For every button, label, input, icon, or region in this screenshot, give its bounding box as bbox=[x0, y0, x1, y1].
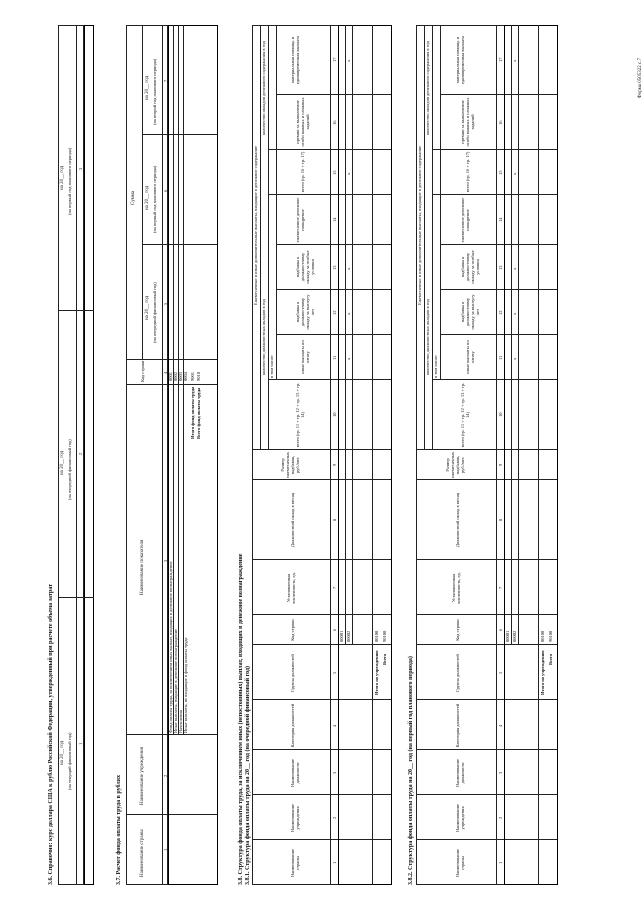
fot-row-4-code: 0004 bbox=[183, 372, 188, 381]
t2-h-pos: Наименование должности bbox=[455, 758, 465, 788]
t1-x-2: x bbox=[346, 312, 351, 315]
t1-h-c12: надбавка к должностному окладу за выслугу лет bbox=[295, 294, 315, 330]
fot-row-2: Иные выплаты, входящие в денежное вознаграждение bbox=[173, 628, 178, 733]
fot-h-y3: на 20__ год bbox=[145, 75, 150, 100]
t1-h-t2: всего (гр. 16 + гр. 17) bbox=[300, 151, 305, 193]
t2-h-country: Наименование страны bbox=[455, 848, 465, 878]
t1-h-incl: в том числе: bbox=[269, 354, 274, 378]
t2-h-total: всего (гр. 11 + гр. 12 + гр. 13 + гр. 14) bbox=[460, 382, 470, 448]
t1-num-7: 7 bbox=[332, 586, 337, 589]
fot-h-inst: Наименование учреждения bbox=[140, 746, 145, 805]
fot-total-2-code: 9010 bbox=[196, 372, 201, 381]
t2-grand-code: 90100 bbox=[548, 630, 553, 642]
t1-num-10: 10 bbox=[332, 412, 337, 417]
fot-total-2: Всего фонд оплаты труда bbox=[196, 387, 201, 439]
t1-h-pos: Наименование должности bbox=[290, 758, 300, 788]
t2-grand: Всего bbox=[548, 653, 553, 665]
t2-code-2: 00002 bbox=[512, 630, 517, 642]
t1-code-2: 00002 bbox=[346, 630, 351, 642]
t2-x-3: x bbox=[512, 267, 517, 270]
t1-subtotal-code: 00100 bbox=[374, 630, 379, 642]
t1-num-2: 2 bbox=[332, 816, 337, 819]
t1-h-total: всего (гр. 11 + гр. 12 + гр. 13 + гр. 14) bbox=[295, 382, 305, 448]
fot-body bbox=[168, 25, 218, 885]
fot-num-6: 6 bbox=[163, 189, 168, 192]
t1-x-3: x bbox=[346, 267, 351, 270]
fot-total-1-code: 9001 bbox=[190, 372, 195, 381]
t2-num-13: 13 bbox=[498, 265, 503, 270]
t1-h-staff: Установленная численность, ед. bbox=[286, 572, 296, 604]
t2-h-c16: премии за выполнение особо важных и сложных заданий bbox=[460, 97, 475, 147]
t1-h-bonus: Ежемесячные и иные дополнительные выплаты, входящие в денежное содержание bbox=[253, 145, 258, 305]
fot-row-1: Фонд оплаты труда, за исключением иных выплат, входящих в денежное вознаграждение bbox=[168, 561, 173, 733]
t2-h-monthly: Размер ежемесячных надбавок, руб./мес bbox=[445, 451, 465, 478]
t2-num-2: 2 bbox=[498, 816, 503, 819]
t1-x-1: x bbox=[346, 357, 351, 360]
t1-h-sum-amt: количество окладов денежного содержания в год bbox=[261, 41, 266, 135]
t1-h-c13: надбавка к должностному окладу за особые условия bbox=[295, 250, 315, 284]
fot-h-country: Наименование страны bbox=[140, 829, 145, 877]
t2-subtotal: Итого по учреждению bbox=[540, 650, 545, 695]
t1-num-17: 17 bbox=[332, 57, 337, 62]
t2-num-15: 15 bbox=[498, 170, 503, 175]
section-3-6-title: 3.6. Справочно: курс доллара США к рублю Российской Федерации, утвержденный при расчете объема затрат bbox=[48, 583, 54, 885]
t1-h-inst: Наименование учреждения bbox=[290, 803, 300, 833]
t1-code-1: 00001 bbox=[339, 630, 344, 642]
rate-col3-num: 3 bbox=[78, 167, 83, 170]
t2-h-t2: всего (гр. 16 + гр. 17) bbox=[465, 151, 470, 193]
rate-col2-sub: (на очередной финансовый год) bbox=[67, 439, 72, 500]
t2-num-8: 8 bbox=[498, 518, 503, 521]
fot-num-1: 1 bbox=[163, 848, 168, 851]
t2-num-9: 9 bbox=[498, 463, 503, 466]
t1-h-grp: Группа должностей bbox=[290, 654, 295, 692]
rate-col3-sub: (на первый год планового периода) bbox=[67, 147, 72, 215]
t2-num-11: 11 bbox=[498, 355, 503, 360]
t2-h-inst: Наименование учреждения bbox=[455, 803, 465, 833]
fot-h-y1: на 20__ год bbox=[145, 295, 150, 320]
fot-row-3: Начисления bbox=[178, 710, 183, 733]
t2-num-12: 12 bbox=[498, 310, 503, 315]
t1-num-13: 13 bbox=[332, 265, 337, 270]
fot-num-4: 4 bbox=[163, 371, 168, 374]
t1-num-8: 8 bbox=[332, 518, 337, 521]
t2-h-c12: надбавка к должностному окладу за выслугу лет bbox=[460, 294, 480, 330]
t1-num-16: 16 bbox=[332, 120, 337, 125]
fot-num-3: 3 bbox=[163, 559, 168, 562]
t1-h-c17: материальная помощь и единовременная выплата bbox=[290, 35, 300, 85]
t1-h-salary: Должностной оклад в месяц bbox=[290, 492, 295, 548]
t2-h-c14: ежемесячное денежное поощрение bbox=[460, 197, 470, 243]
form-code: Форма 0505322 с.7 bbox=[638, 58, 643, 99]
t2-h-cat: Категория должностей bbox=[455, 703, 460, 748]
t2-num-10: 10 bbox=[498, 412, 503, 417]
t1-h-monthly: Размер ежемесячных надбавок, руб./мес bbox=[280, 451, 300, 478]
t2-x-5: x bbox=[512, 59, 517, 62]
t1-num-12: 12 bbox=[332, 310, 337, 315]
t2-num-16: 16 bbox=[498, 120, 503, 125]
t2-num-4: 4 bbox=[498, 724, 503, 727]
t2-num-3: 3 bbox=[498, 771, 503, 774]
fot-h-y3-sub: (на второй год планового периода) bbox=[152, 58, 157, 125]
fot-num-7: 7 bbox=[163, 79, 168, 82]
t2-h-count: количество должностных окладов в год bbox=[425, 299, 430, 375]
t2-h-grp: Группа должностей bbox=[455, 654, 460, 692]
t2-h-salary: Должностной оклад в месяц bbox=[455, 492, 460, 548]
t1-num-15: 15 bbox=[332, 170, 337, 175]
section-3-7-title: 3.7. Расчет фонда оплаты труда в рублях bbox=[116, 775, 122, 885]
t2-h-c11: иные выплаты по штату bbox=[465, 340, 475, 374]
t1-num-9: 9 bbox=[332, 463, 337, 466]
t2-num-5: 5 bbox=[498, 671, 503, 674]
t2-subtotal-code: 00100 bbox=[540, 630, 545, 642]
rate-col1-label: на 20__ год bbox=[60, 740, 65, 765]
t1-h-c11: иные выплаты по штату bbox=[300, 340, 310, 374]
t2-x-4: x bbox=[512, 172, 517, 175]
t1-h-code: Код строки bbox=[290, 619, 295, 641]
t1-num-11: 11 bbox=[332, 355, 337, 360]
t1-num-4: 4 bbox=[332, 724, 337, 727]
fot-row-4: Иные выплаты, не входящие в фонд оплаты труда bbox=[183, 637, 188, 733]
t2-h-bonus: Ежемесячные и иные дополнительные выплаты, входящие в денежное содержание bbox=[417, 145, 422, 305]
t1-grand-code: 90100 bbox=[382, 630, 387, 642]
fot-h-indicator: Наименование показателя bbox=[140, 539, 145, 595]
t1-num-5: 5 bbox=[332, 671, 337, 674]
t1-h-cat: Категория должностей bbox=[290, 703, 295, 748]
fot-total-1: Итого фонд оплаты труда bbox=[190, 386, 195, 439]
section-3-8-title: 3.8. Структура фонда оплаты труда, за исключением иных (непостоянных) выплат, входящих в денежное вознаграждение bbox=[238, 553, 244, 885]
t1-x-5: x bbox=[346, 59, 351, 62]
rate-col1-sub: (на текущий финансовый год) bbox=[67, 732, 72, 790]
t2-x-2: x bbox=[512, 312, 517, 315]
fot-num-5: 5 bbox=[163, 302, 168, 305]
rate-col2-num: 2 bbox=[78, 452, 83, 455]
t1-x-4: x bbox=[346, 172, 351, 175]
fot-h-code: Код строки bbox=[140, 360, 145, 382]
t2-h-code: Код строки bbox=[455, 619, 460, 641]
t1-grand: Всего bbox=[382, 653, 387, 665]
t2-h-sum-amt: количество окладов денежного содержания в год bbox=[425, 41, 430, 135]
rate-values-row bbox=[84, 25, 94, 885]
t1-num-1: 1 bbox=[332, 861, 337, 864]
fot-row-2-code: 0002 bbox=[173, 372, 178, 381]
t1-body bbox=[338, 25, 392, 885]
fot-h-y2-sub: (на первый год планового периода) bbox=[152, 165, 157, 233]
t2-num-14: 14 bbox=[498, 217, 503, 222]
t1-h-country: Наименование страны bbox=[290, 848, 300, 878]
fot-h-y1-sub: (на очередной финансовый год) bbox=[152, 282, 157, 343]
t2-num-1: 1 bbox=[498, 861, 503, 864]
fot-row-1-code: 0001 bbox=[168, 372, 173, 381]
t2-h-staff: Установленная численность, ед. bbox=[451, 572, 461, 604]
section-3-8-2-title: 3.8.2. Структура фонда оплаты труда на 20__ год (на первый год планового периода) bbox=[408, 656, 414, 885]
section-3-8-1-title: 3.8.1. Структура фонда оплаты труда на 20__ год (на очередной финансовый год) bbox=[245, 665, 251, 885]
rate-col2-label: на 20__ год bbox=[60, 450, 65, 475]
t2-h-incl: в том числе: bbox=[433, 354, 438, 378]
t1-h-count: количество должностных окладов в год bbox=[261, 299, 266, 375]
t2-code-1: 00001 bbox=[505, 630, 510, 642]
t2-num-17: 17 bbox=[498, 57, 503, 62]
fot-num-2: 2 bbox=[163, 774, 168, 777]
t1-num-14: 14 bbox=[332, 217, 337, 222]
t2-h-c13: надбавка к должностному окладу за особые условия bbox=[460, 250, 480, 284]
t1-h-c14: ежемесячное денежное поощрение bbox=[295, 197, 305, 243]
t2-h-c17: материальная помощь и единовременная выплата bbox=[455, 35, 465, 85]
t2-body bbox=[504, 25, 558, 885]
t1-num-6: 6 bbox=[332, 628, 337, 631]
t2-num-7: 7 bbox=[498, 586, 503, 589]
fot-h-y2: на 20__ год bbox=[145, 185, 150, 210]
t1-num-3: 3 bbox=[332, 771, 337, 774]
t2-x-1: x bbox=[512, 357, 517, 360]
fot-h-sum: Сумма bbox=[131, 190, 136, 205]
t1-subtotal: Итого по учреждению bbox=[374, 650, 379, 695]
rate-col3-label: на 20__ год bbox=[60, 165, 65, 190]
rate-col1-num: 1 bbox=[78, 742, 83, 745]
t2-num-6: 6 bbox=[498, 628, 503, 631]
t1-h-c16: премии за выполнение особо важных и сложных заданий bbox=[295, 97, 310, 147]
fot-row-3-code: 0003 bbox=[178, 372, 183, 381]
